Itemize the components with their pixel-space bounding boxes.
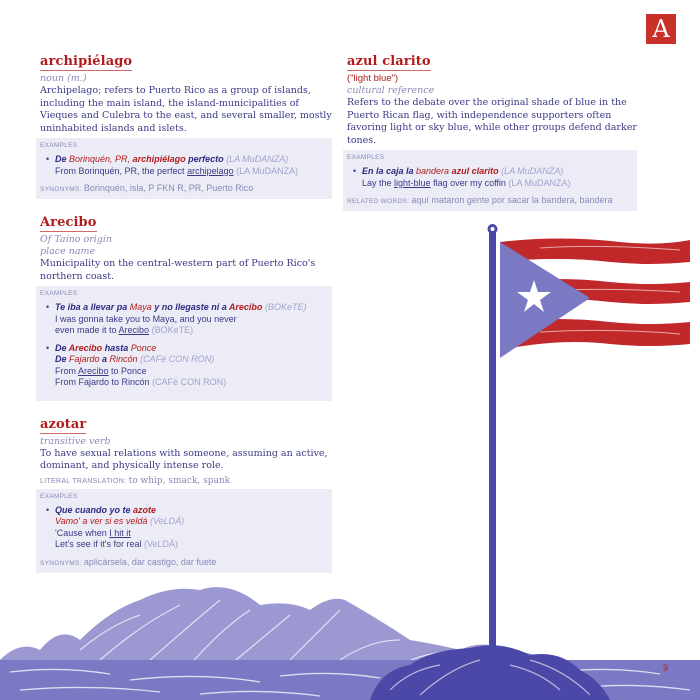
examples-label: EXAMPLES [40,290,78,297]
letter-section-badge: A [646,14,676,44]
examples-label: EXAMPLES [40,142,78,149]
definition: To have sexual relations with someone, assuming an active, dominant, and physically intense role. [40,447,328,471]
literal-translation: LITERAL TRANSLATION: to whip, smack, spank [40,475,231,486]
origin: Of Taíno origin [40,234,113,245]
definition: Archipelago; refers to Puerto Rico as a group of islands, including the main island, the island-municipalities of Vieques and Culebra to the east, and several smaller, mostly uninhabited islands and islets. [40,85,332,134]
definition: Municipality on the central-western part of Puerto Rico's northern coast. [40,258,316,282]
example-item: • Te iba a llevar pa Maya y no llegaste ni a Arecibo (BOKeTE) I was gonna take you to Maya, and you never even made it to Arecibo (BOKeTE) [40,302,326,337]
entry-archipielago [40,50,332,199]
example-source: (LA MuDANZA) [226,154,289,164]
page-number: 9 [663,663,669,673]
examples-label: EXAMPLES [40,492,78,500]
examples-box [343,150,637,211]
part-of-speech: place name [40,246,96,257]
headword: azul clarito [347,54,431,69]
examples-box [36,489,332,573]
example-item: • De Arecibo hasta Ponce De Fajardo a Rincón (CAFé CON RON) From Arecibo to Ponce From Fajardo to Rincón (CAFé CON RON) [40,343,326,389]
examples-box [36,138,332,199]
definition: Refers to the debate over the original shade of blue in the Puerto Rican flag, with independence supporters often favoring light or sky blue, while other groups defend darker tones. [347,97,637,146]
examples-box [36,286,332,401]
part-of-speech: noun (m.) [40,73,87,84]
related-words: RELATED WORDS: aquí mataron gente por sacar la bandera, bandera [347,195,613,205]
synonyms: SYNONYMS: Borinquén, isla, P FKN R, PR, Puerto Rico [40,183,254,193]
gloss: ("light blue") [347,73,399,84]
part-of-speech: cultural reference [347,85,435,96]
examples-label: EXAMPLES [347,154,385,161]
example-item: • De Borinquén, PR, archipiélago perfecto (LA MuDANZA) From Borinquén, PR, the perfect archipelago (LA MuDANZA) [40,154,326,177]
puerto-rico-flag [500,239,690,359]
synonyms: SYNONYMS: aplicársela, dar castigo, dar fuete [40,556,217,567]
headword: azotar [40,416,87,432]
headword: Arecibo [40,215,97,230]
left-column [40,50,332,585]
entry-arecibo [40,211,332,401]
entry-azul-clarito [347,50,637,211]
example-item: • En la caja la bandera azul clarito (LA MuDANZA) Lay the light-blue flag over my coffin (LA MuDANZA) [347,166,631,189]
headword: archipiélago [40,54,133,69]
example-item: • Que cuando yo te azote Vamo' a ver si es veldá (VeLDÁ) 'Cause when I hit it Let's see if it's for real (VeLDÁ) [40,505,326,551]
flagpole-shape [489,230,496,690]
entry-azotar [40,413,332,573]
part-of-speech: transitive verb [40,435,111,447]
right-column [347,50,637,223]
